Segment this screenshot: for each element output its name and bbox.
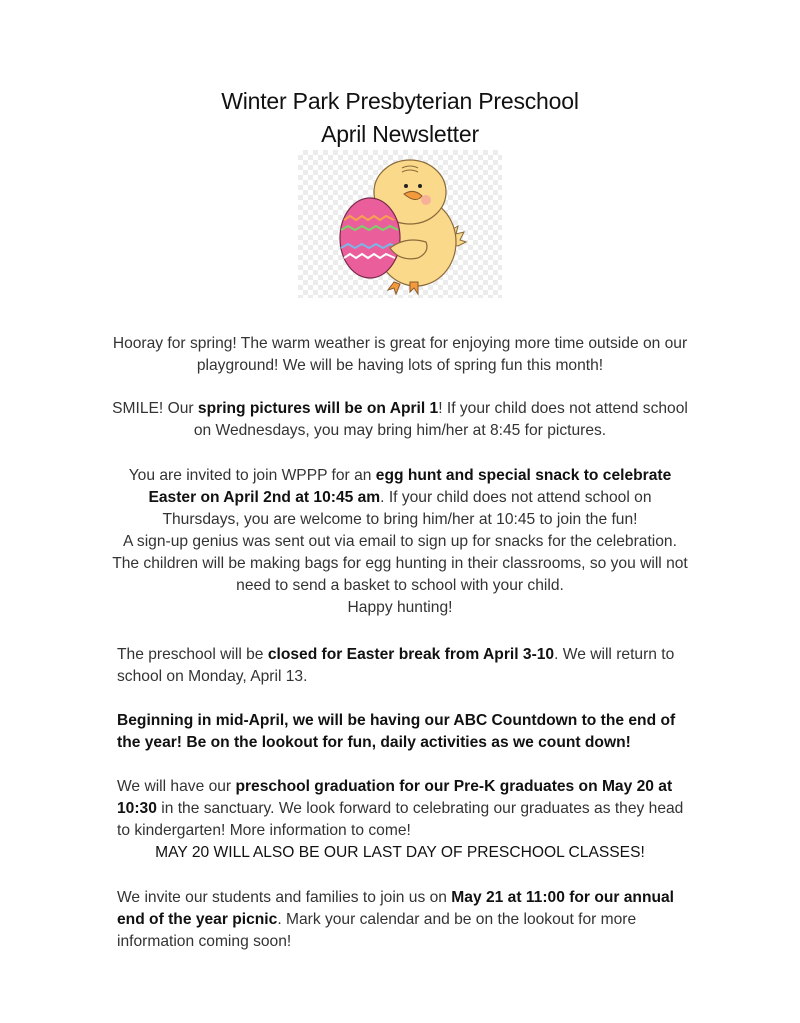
picnic-paragraph <box>117 887 697 953</box>
break-text-post: . We will return to school on Monday, April 13. <box>117 646 675 685</box>
pictures-date: spring pictures will be on April 1 <box>197 400 439 417</box>
break-text-pre: The preschool will be <box>117 646 268 663</box>
egg-hunt-closing: Happy hunting! <box>347 599 453 616</box>
graduation-event: preschool graduation for our Pre-K graduates on May 20 at 10:30 <box>117 778 673 817</box>
pictures-text-pre: SMILE! Our <box>112 400 198 417</box>
egg-hunt-text-pre: You are invited to join WPPP for an <box>128 467 376 484</box>
intro-paragraph: Hooray for spring! The warm weather is great for enjoying more time outside on our playground! We will be having lots of spring fun this month! <box>112 335 688 374</box>
picnic-event: May 21 at 11:00 for our annual end of the year picnic <box>117 889 675 928</box>
egg-hunt-paragraph <box>110 465 690 619</box>
picnic-text-post: . Mark your calendar and be on the lookout for more information coming soon! <box>117 911 637 950</box>
egg-hunt-text-post: . If your child does not attend school on Thursdays, you are welcome to bring him/her at 10:45 to join the fun! <box>162 489 652 528</box>
newsletter-title: Winter Park Presbyterian Preschool <box>221 88 579 114</box>
last-day-notice: MAY 20 WILL ALSO BE OUR LAST DAY OF PRESCHOOL CLASSES! <box>155 844 645 861</box>
break-paragraph <box>117 644 697 688</box>
graduation-paragraph <box>117 776 697 842</box>
picnic-text-pre: We invite our students and families to join us on <box>117 889 452 906</box>
chick-icon <box>298 150 502 298</box>
newsletter-subtitle: April Newsletter <box>321 121 479 147</box>
graduation-text-pre: We will have our <box>117 778 236 795</box>
chick-easter-egg-illustration <box>298 150 502 298</box>
pictures-text-post: ! If your child does not attend school on Wednesdays, you may bring him/her at 8:45 for pictures. <box>193 400 688 439</box>
pictures-paragraph <box>110 398 690 442</box>
egg-hunt-signup-text: A sign-up genius was sent out via email to sign up for snacks for the celebration. The children will be making bags for egg hunting in their classrooms, so you will not need to send a basket to school with your child. <box>112 533 688 594</box>
graduation-text-post: in the sanctuary. We look forward to celebrating our graduates as they head to kindergarten! More information to come! <box>117 800 684 839</box>
break-dates: closed for Easter break from April 3-10 <box>267 646 555 663</box>
egg-hunt-event: egg hunt and special snack to celebrate Easter on April 2nd at 10:45 am <box>148 467 672 506</box>
countdown-paragraph: Beginning in mid-April, we will be having our ABC Countdown to the end of the year! Be on the lookout for fun, daily activities as we count down! <box>117 712 676 751</box>
